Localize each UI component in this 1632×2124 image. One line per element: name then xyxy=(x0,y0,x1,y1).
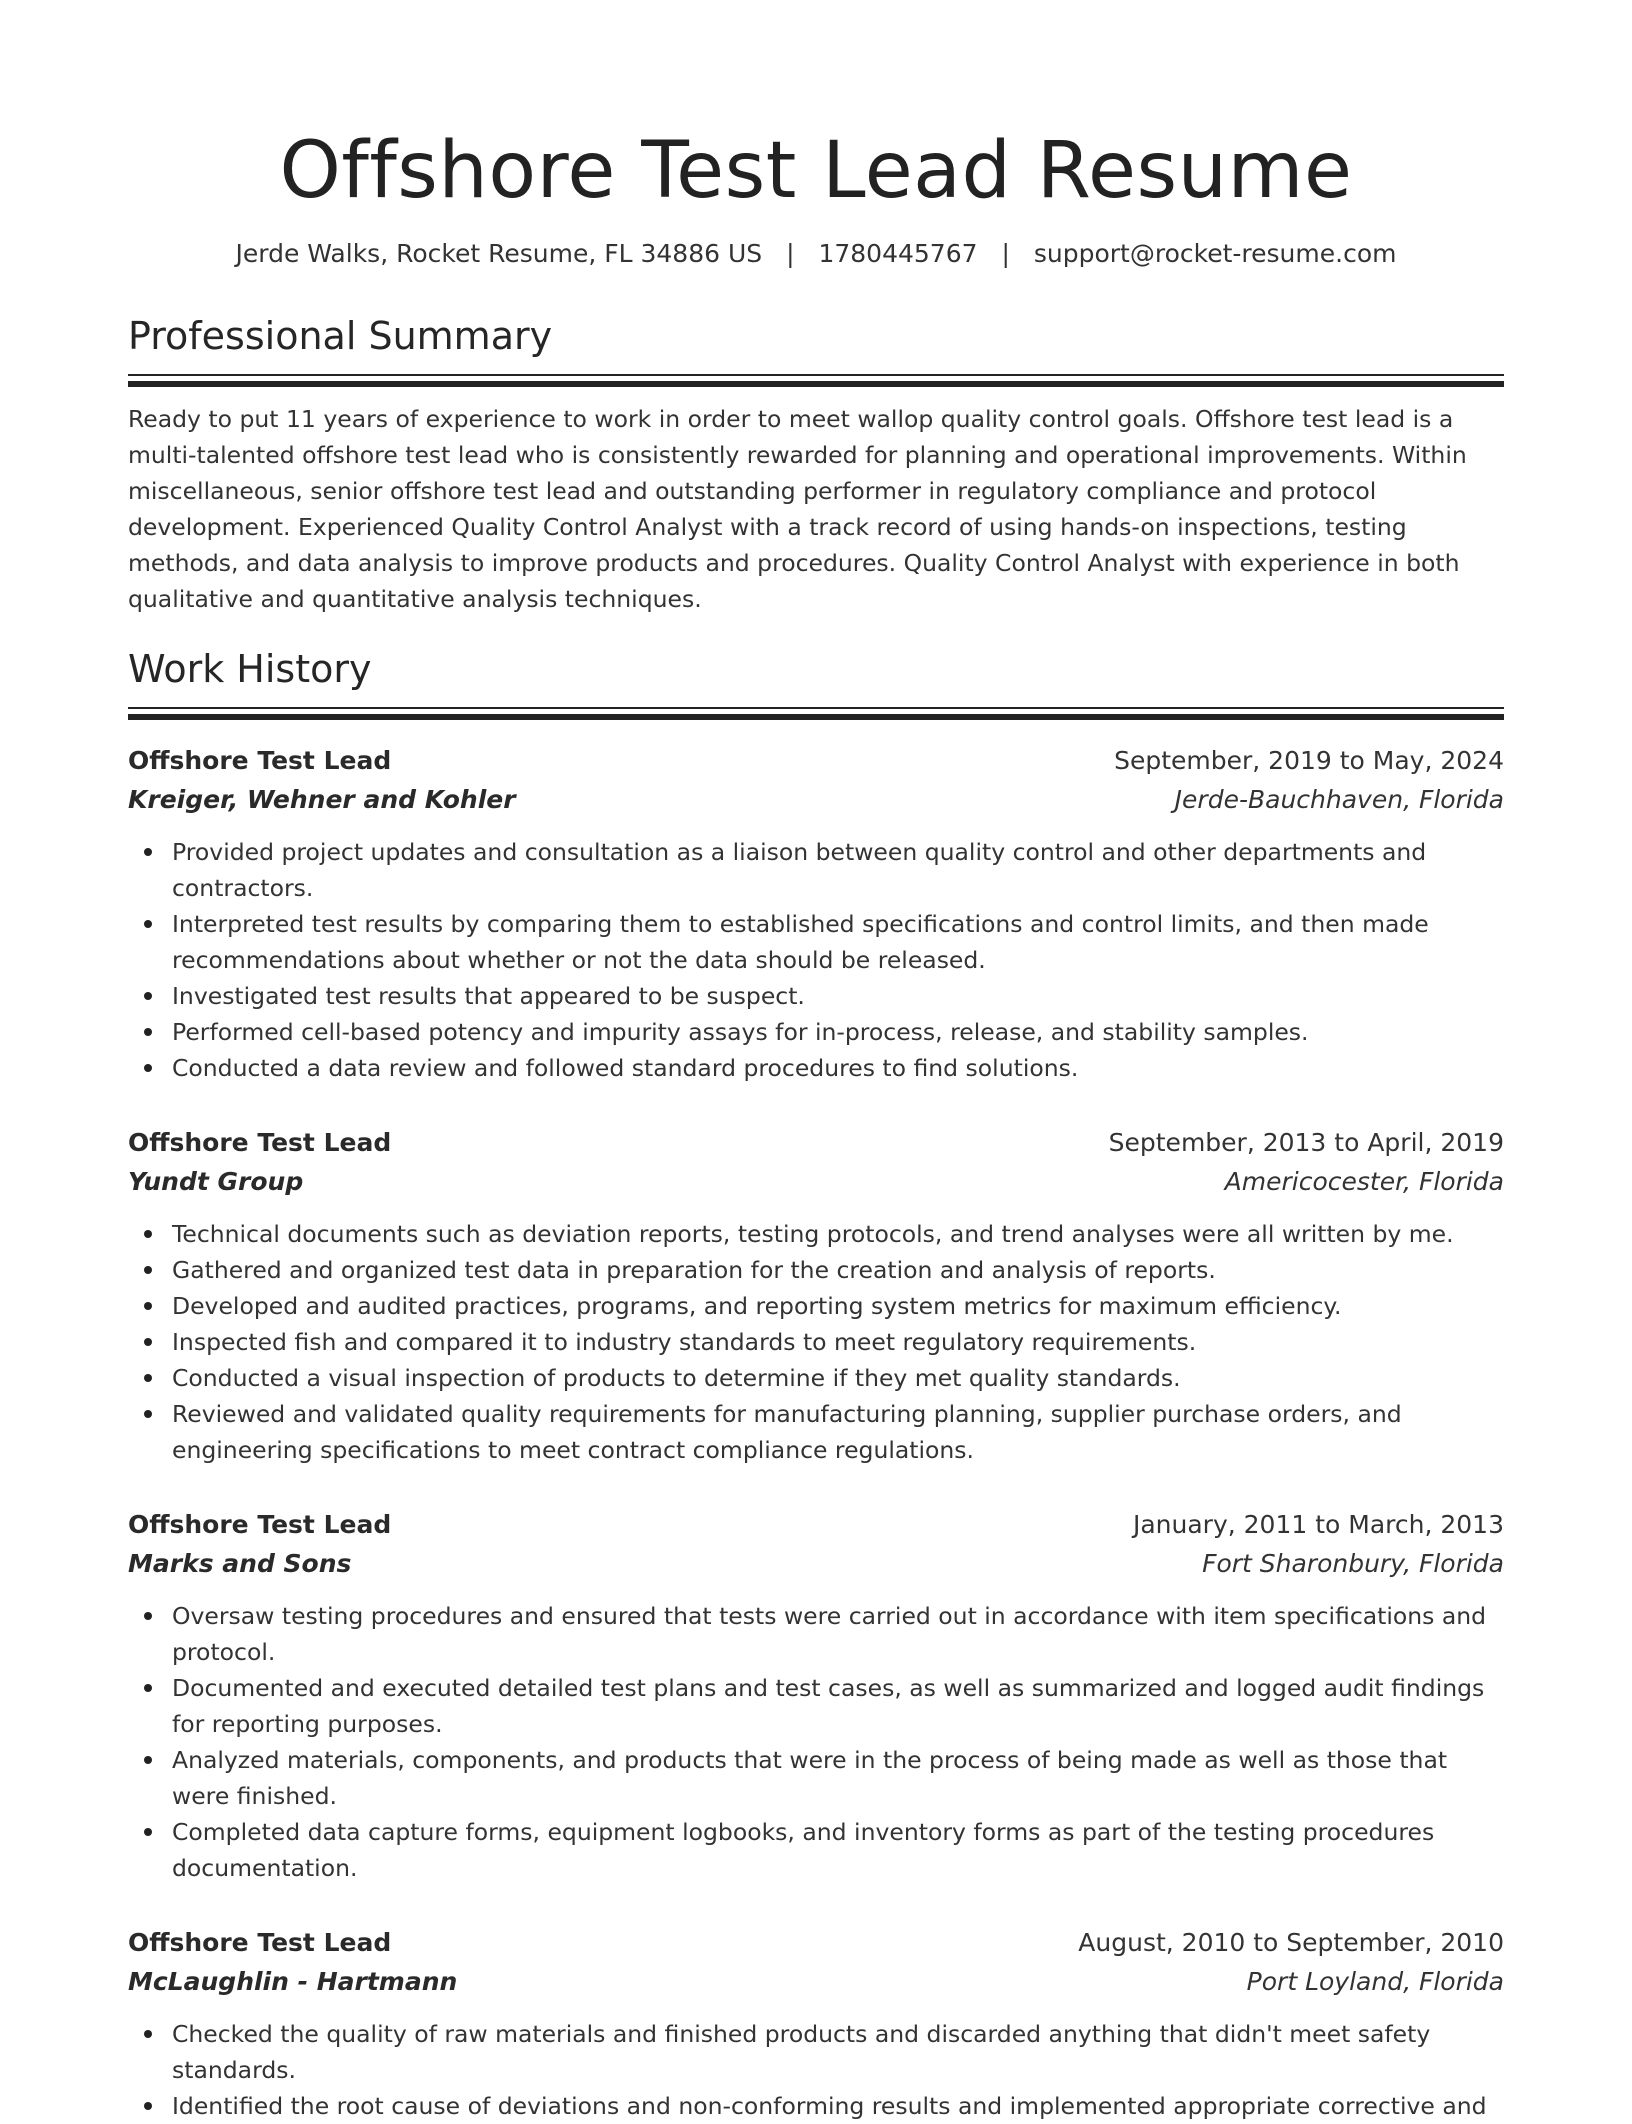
job-location: Fort Sharonbury, Florida xyxy=(1202,1549,1504,1578)
job-title: Offshore Test Lead xyxy=(128,1510,392,1539)
resume-page xyxy=(128,0,1504,2124)
job-title: Offshore Test Lead xyxy=(128,1928,392,1957)
job-bullet-item: Oversaw testing procedures and ensured that tests were carried out in accordance with item specifications and protocol. xyxy=(128,1598,1504,1670)
job-entry xyxy=(128,1924,1504,2124)
job-bullet-item: Conducted a data review and followed standard procedures to find solutions. xyxy=(128,1050,1504,1086)
section-heading-summary: Professional Summary xyxy=(128,314,553,358)
job-entry xyxy=(128,1124,1504,1468)
job-header-row xyxy=(128,742,1504,780)
job-bullet-item: Inspected fish and compared it to industry standards to meet regulatory requirements. xyxy=(128,1324,1504,1360)
section-heading-work-history: Work History xyxy=(128,647,372,691)
job-location: Jerde-Bauchhaven, Florida xyxy=(1174,785,1504,814)
job-bullet-item: Checked the quality of raw materials and finished products and discarded anything that didn't meet safety standards. xyxy=(128,2016,1504,2088)
job-dates: January, 2011 to March, 2013 xyxy=(1132,1510,1504,1539)
job-company: Kreiger, Wehner and Kohler xyxy=(128,785,516,814)
job-bullet-item: Identified the root cause of deviations and non-conforming results and implemented appropriate corrective and xyxy=(128,2088,1504,2124)
job-dates: August, 2010 to September, 2010 xyxy=(1078,1928,1504,1957)
job-bullet-item: Provided project updates and consultation as a liaison between quality control and other departments and contractors. xyxy=(128,834,1504,906)
contact-email: support@rocket-resume.com xyxy=(1033,239,1397,268)
contact-separator: | xyxy=(1001,239,1010,268)
job-bullet-item: Conducted a visual inspection of products to determine if they met quality standards. xyxy=(128,1360,1504,1396)
job-bullet-item: Investigated test results that appeared to be suspect. xyxy=(128,978,1504,1014)
job-title: Offshore Test Lead xyxy=(128,746,392,775)
job-bullet-item: Technical documents such as deviation reports, testing protocols, and trend analyses were all written by me. xyxy=(128,1216,1504,1252)
job-bullet-item: Reviewed and validated quality requirements for manufacturing planning, supplier purchase orders, and engineering specifications to meet contract compliance regulations. xyxy=(128,1396,1504,1468)
job-company: Yundt Group xyxy=(128,1167,304,1196)
job-employer-row xyxy=(128,780,1504,820)
job-header-row xyxy=(128,1924,1504,1962)
section-divider xyxy=(128,707,1504,709)
job-list xyxy=(128,742,1504,2124)
job-bullet-item: Completed data capture forms, equipment logbooks, and inventory forms as part of the testing procedures documentation. xyxy=(128,1814,1504,1886)
job-bullet-list xyxy=(128,1598,1504,1886)
job-entry xyxy=(128,742,1504,1086)
job-company: Marks and Sons xyxy=(128,1549,352,1578)
contact-address: Jerde Walks, Rocket Resume, FL 34886 US xyxy=(235,239,763,268)
job-location: Port Loyland, Florida xyxy=(1246,1967,1504,1996)
contact-phone: 1780445767 xyxy=(818,239,978,268)
job-header-row xyxy=(128,1124,1504,1162)
professional-summary-section xyxy=(128,310,1504,617)
section-divider-thick xyxy=(128,381,1504,387)
job-dates: September, 2019 to May, 2024 xyxy=(1114,746,1504,775)
job-bullet-item: Developed and audited practices, programs, and reporting system metrics for maximum efficiency. xyxy=(128,1288,1504,1324)
contact-separator: | xyxy=(786,239,795,268)
job-bullet-list xyxy=(128,1216,1504,1468)
job-entry xyxy=(128,1506,1504,1886)
job-bullet-list xyxy=(128,2016,1504,2124)
job-dates: September, 2013 to April, 2019 xyxy=(1108,1128,1504,1157)
job-location: Americocester, Florida xyxy=(1224,1167,1504,1196)
contact-line xyxy=(128,236,1504,272)
job-bullet-item: Gathered and organized test data in preparation for the creation and analysis of reports. xyxy=(128,1252,1504,1288)
job-bullet-item: Documented and executed detailed test plans and test cases, as well as summarized and logged audit findings for reporting purposes. xyxy=(128,1670,1504,1742)
resume-title: Offshore Test Lead Resume xyxy=(279,126,1353,216)
summary-paragraph: Ready to put 11 years of experience to work in order to meet wallop quality control goals. Offshore test lead is a multi-talented offshore test lead who is consistently rewarded for planning and operational improvements. Within miscellaneous, senior offshore test lead and outstanding performer in regulatory compliance and protocol development. Experienced Quality Control Analyst with a track record of using hands-on inspections, testing methods, and data analysis to improve products and procedures. Quality Control Analyst with experience in both qualitative and quantitative analysis techniques. xyxy=(128,405,1467,613)
job-bullet-item: Interpreted test results by comparing them to established specifications and control limits, and then made recommendations about whether or not the data should be released. xyxy=(128,906,1504,978)
work-history-section xyxy=(128,643,1504,2124)
job-bullet-item: Performed cell-based potency and impurity assays for in-process, release, and stability samples. xyxy=(128,1014,1504,1050)
job-header-row xyxy=(128,1506,1504,1544)
section-divider-thick xyxy=(128,714,1504,720)
job-company: McLaughlin - Hartmann xyxy=(128,1967,458,1996)
job-employer-row xyxy=(128,1162,1504,1202)
job-title: Offshore Test Lead xyxy=(128,1128,392,1157)
job-bullet-item: Analyzed materials, components, and products that were in the process of being made as well as those that were finished. xyxy=(128,1742,1504,1814)
job-employer-row xyxy=(128,1544,1504,1584)
section-divider xyxy=(128,374,1504,376)
job-employer-row xyxy=(128,1962,1504,2002)
job-bullet-list xyxy=(128,834,1504,1086)
